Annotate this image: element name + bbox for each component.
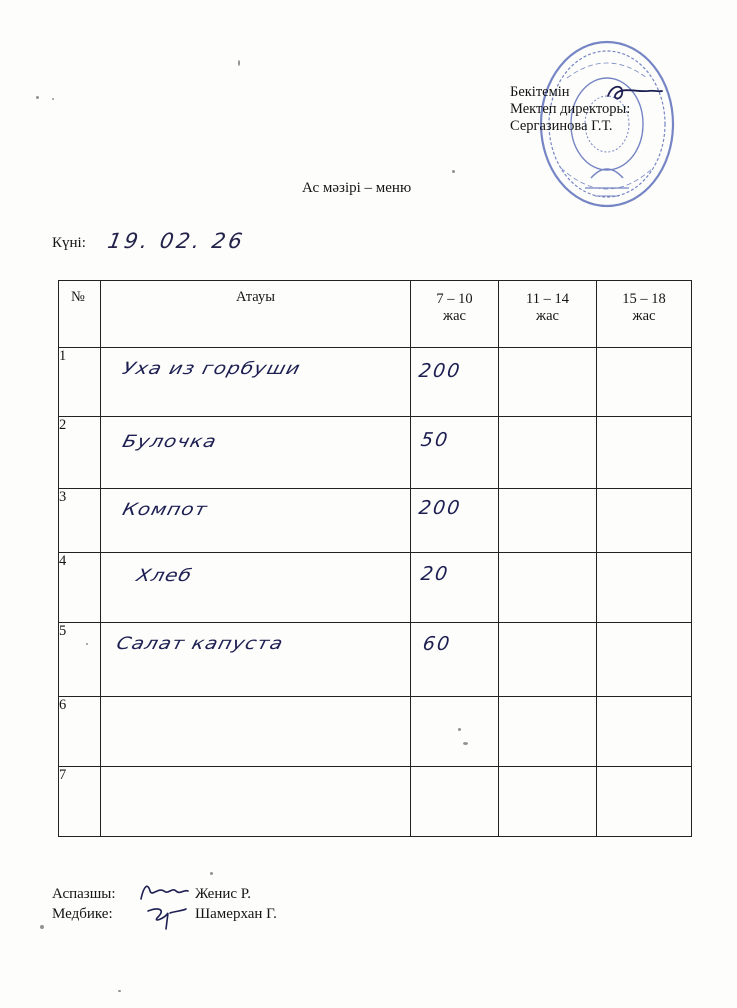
scan-speck — [36, 96, 39, 99]
row-qty-15-18 — [597, 489, 692, 553]
row-number: 5 — [59, 623, 101, 697]
cook-name: Женис Р. — [195, 886, 252, 902]
header-age-15-18 — [597, 281, 692, 348]
header-age-11-14-unit: жас — [536, 308, 559, 324]
table-row — [59, 348, 692, 417]
approval-director-name: Сергазинова Г.Т. — [510, 118, 613, 134]
scan-speck — [40, 925, 44, 929]
header-age-7-10 — [411, 281, 499, 348]
table-row — [59, 553, 692, 623]
row-dish-name: Уха из горбуши — [120, 357, 304, 379]
table-row — [59, 417, 692, 489]
row-qty-15-18 — [597, 767, 692, 837]
row-qty-7-10-cell — [411, 489, 499, 553]
row-qty-7-10-cell — [411, 553, 499, 623]
row-number: 7 — [59, 767, 101, 837]
nurse-signature — [144, 905, 188, 935]
page-title: Ас мәзірі – меню — [302, 180, 412, 196]
scan-speck — [452, 170, 455, 173]
row-dish-name — [101, 767, 411, 837]
row-number: 3 — [59, 489, 101, 553]
row-dish-name: Салат капуста — [114, 632, 286, 654]
row-qty-15-18 — [597, 348, 692, 417]
row-qty-7-10-cell — [411, 348, 499, 417]
row-dish-cell — [101, 553, 411, 623]
table-header-row — [59, 281, 692, 348]
row-qty-11-14 — [499, 623, 597, 697]
header-number: № — [59, 281, 101, 348]
header-age-15-18-range: 15 – 18 — [622, 291, 666, 307]
header-name: Атауы — [101, 281, 411, 348]
row-qty-15-18 — [597, 623, 692, 697]
row-number: 4 — [59, 553, 101, 623]
row-number: 2 — [59, 417, 101, 489]
table-row — [59, 623, 692, 697]
scan-speck — [238, 60, 240, 66]
row-qty-7-10: 50 — [419, 429, 451, 451]
menu-table — [58, 280, 692, 837]
scan-speck — [52, 98, 54, 100]
row-dish-cell — [101, 489, 411, 553]
row-qty-7-10-cell — [411, 623, 499, 697]
table-row — [59, 767, 692, 837]
row-number: 6 — [59, 697, 101, 767]
approval-position: Мектеп директоры: — [510, 101, 631, 117]
row-qty-11-14 — [499, 697, 597, 767]
row-qty-15-18 — [597, 553, 692, 623]
row-qty-7-10-cell — [411, 417, 499, 489]
row-qty-15-18 — [597, 417, 692, 489]
row-qty-7-10: 20 — [419, 563, 451, 585]
row-dish-cell — [101, 348, 411, 417]
row-dish-cell — [101, 623, 411, 697]
row-qty-15-18 — [597, 697, 692, 767]
table-row — [59, 489, 692, 553]
row-number: 1 — [59, 348, 101, 417]
row-qty-11-14 — [499, 348, 597, 417]
row-qty-11-14 — [499, 553, 597, 623]
row-dish-name: Булочка — [120, 430, 220, 452]
nurse-name: Шамерхан Г. — [195, 906, 277, 922]
cook-label: Аспазшы: — [52, 886, 116, 902]
row-dish-name: Хлеб — [134, 564, 195, 586]
row-qty-7-10: 200 — [417, 497, 463, 519]
date-value: 19. 02. 26 — [105, 229, 247, 253]
row-qty-7-10 — [411, 697, 499, 767]
director-signature — [604, 82, 664, 104]
cook-signature — [138, 881, 190, 903]
header-age-11-14 — [499, 281, 597, 348]
header-age-7-10-range: 7 – 10 — [436, 291, 473, 307]
scan-speck — [118, 990, 121, 992]
nurse-label: Медбике: — [52, 906, 113, 922]
header-age-7-10-unit: жас — [443, 308, 466, 324]
row-qty-11-14 — [499, 767, 597, 837]
table-row — [59, 697, 692, 767]
date-label: Күні: — [52, 235, 86, 251]
row-qty-11-14 — [499, 489, 597, 553]
header-age-11-14-range: 11 – 14 — [526, 291, 569, 307]
row-qty-11-14 — [499, 417, 597, 489]
row-dish-cell — [101, 417, 411, 489]
row-qty-7-10 — [411, 767, 499, 837]
scan-speck — [210, 872, 213, 875]
row-qty-7-10: 60 — [421, 633, 453, 655]
approval-heading: Бекітемін — [510, 84, 570, 100]
row-dish-name — [101, 697, 411, 767]
row-qty-7-10: 200 — [417, 360, 463, 382]
header-age-15-18-unit: жас — [632, 308, 656, 324]
row-dish-name: Компот — [120, 498, 211, 520]
